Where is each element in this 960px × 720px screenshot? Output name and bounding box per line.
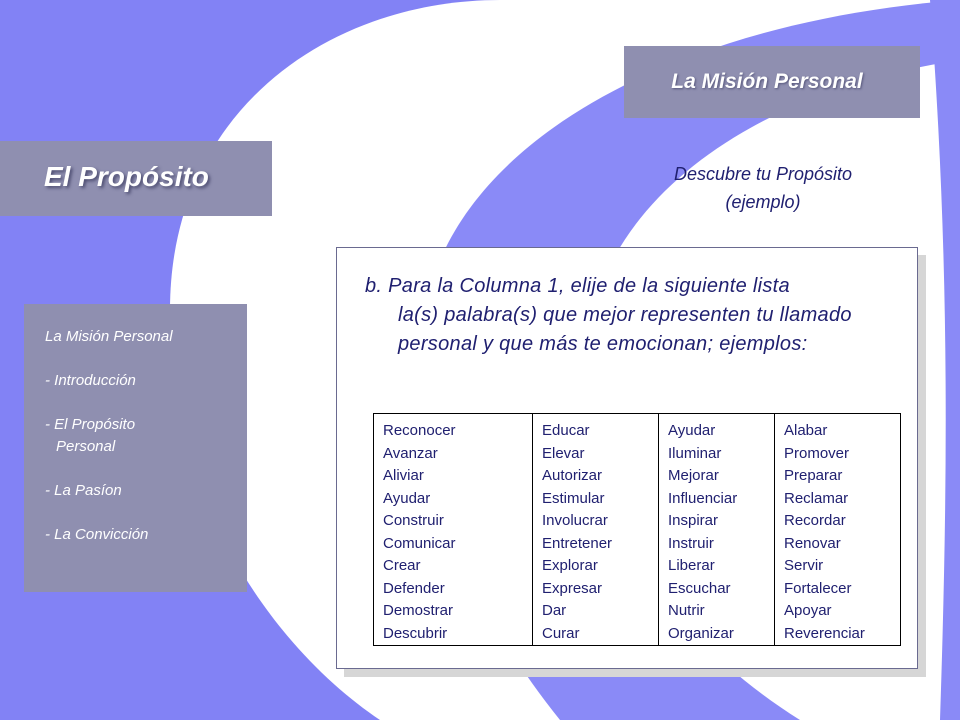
word: Autorizar <box>542 467 603 484</box>
word: Servir <box>784 557 824 574</box>
nav-item-label: - La Convicción <box>45 526 149 543</box>
table-row <box>374 414 901 646</box>
nav-item-conviccion[interactable] <box>45 524 247 546</box>
word: Explorar <box>542 557 598 574</box>
instruction-continuation: la(s) palabra(s) que mejor representen tu llamado personal y que más te emocionan; ejemplos: <box>398 304 852 355</box>
word: Comunicar <box>383 534 456 552</box>
word: Entretener <box>542 534 613 552</box>
word: Promover <box>784 444 850 462</box>
word: Involucrar <box>542 512 608 529</box>
word: Iluminar <box>668 444 722 462</box>
header-title: La Misión Personal <box>671 70 863 93</box>
section-banner <box>0 141 272 216</box>
word: Liberar <box>668 557 715 574</box>
word: Curar <box>542 624 580 642</box>
word: Ayudar <box>668 422 716 439</box>
word-column-2 <box>533 414 659 646</box>
subtitle <box>620 160 906 216</box>
word: Descubrir <box>383 624 448 642</box>
word: Reverenciar <box>784 624 865 642</box>
word: Instruir <box>668 534 714 552</box>
nav-item-label: - El Propósito <box>45 416 136 433</box>
nav-item-label: - Introducción <box>45 372 136 389</box>
word: Inspirar <box>668 512 719 529</box>
nav-item-proposito-personal[interactable] <box>45 414 247 458</box>
word: Renovar <box>784 534 841 552</box>
word: Mejorar <box>668 467 719 484</box>
word: Alabar <box>784 422 828 439</box>
word: Crear <box>383 557 421 574</box>
word: Organizar <box>668 624 734 642</box>
word: Ayudar <box>383 489 431 507</box>
subtitle-line: Descubre tu Propósito <box>673 164 853 184</box>
word: Preparar <box>784 467 843 484</box>
navigation-panel <box>24 304 247 592</box>
section-title: El Propósito <box>44 160 209 192</box>
word: Dar <box>542 602 567 619</box>
word-column-4 <box>775 414 901 646</box>
header-banner <box>624 46 920 118</box>
word: Avanzar <box>383 444 438 462</box>
word-column-1 <box>374 414 533 646</box>
word: Nutrir <box>668 602 705 619</box>
word: Apoyar <box>784 602 832 619</box>
word: Construir <box>383 512 444 529</box>
word: Escuchar <box>668 579 731 597</box>
word: Aliviar <box>383 467 424 484</box>
instruction-first-line: b. Para la Columna 1, elije de la siguiente lista <box>365 275 790 297</box>
word: Influenciar <box>668 489 738 507</box>
word: Demostrar <box>383 602 454 619</box>
instruction-text <box>365 272 895 359</box>
word: Fortalecer <box>784 579 852 597</box>
nav-item-introduccion[interactable] <box>45 370 247 392</box>
nav-item-mision-personal[interactable] <box>45 326 247 348</box>
word: Reconocer <box>383 422 456 439</box>
nav-item-pasion[interactable] <box>45 480 247 502</box>
nav-item-label: La Misión Personal <box>45 328 173 345</box>
word: Expresar <box>542 579 603 597</box>
word: Reclamar <box>784 489 849 507</box>
word-column-3 <box>659 414 775 646</box>
word: Recordar <box>784 512 846 529</box>
word: Elevar <box>542 444 585 462</box>
nav-item-label: - La Pasíon <box>45 482 122 499</box>
content-box <box>336 247 918 669</box>
word-table <box>373 413 901 646</box>
word: Estimular <box>542 489 605 507</box>
word: Educar <box>542 422 590 439</box>
subtitle-line: (ejemplo) <box>725 192 801 212</box>
word: Defender <box>383 579 445 597</box>
nav-item-label-continued: Personal <box>56 438 116 455</box>
